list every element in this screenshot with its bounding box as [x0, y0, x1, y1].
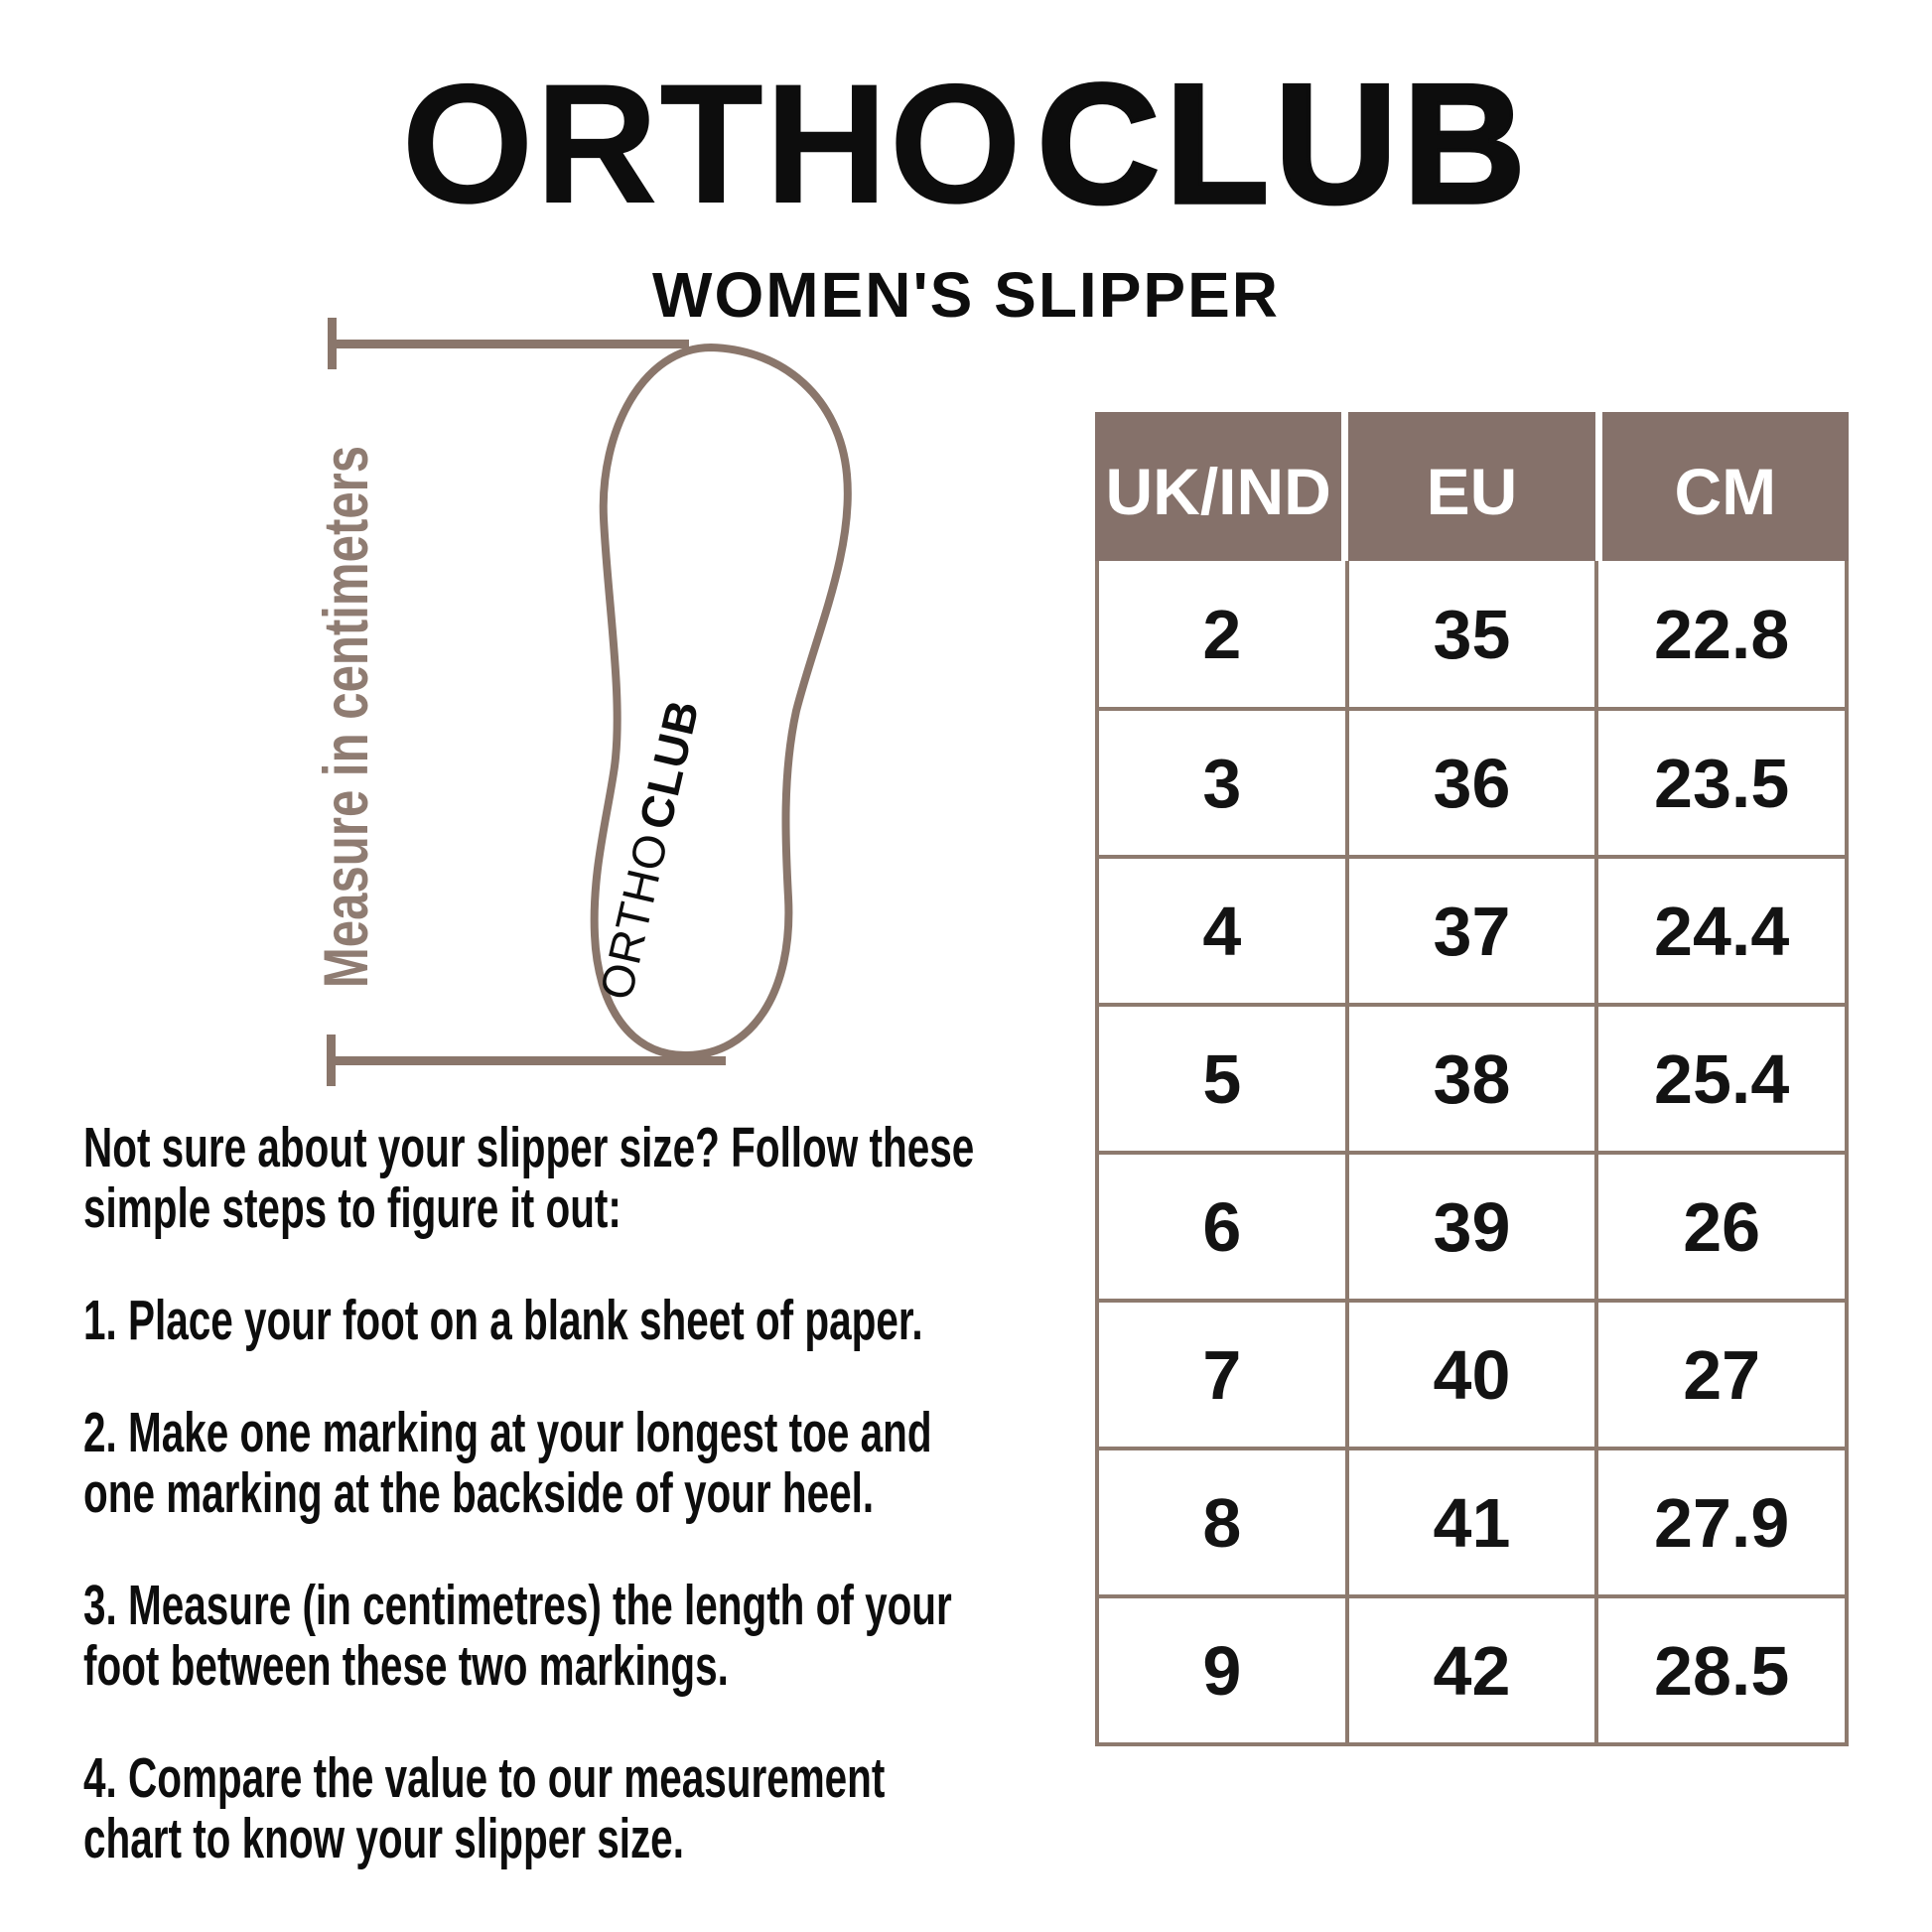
table-cell: 3 — [1097, 709, 1347, 857]
size-table-header-eu: EU — [1348, 412, 1594, 561]
brand-name-regular: ORTHO — [401, 49, 1024, 239]
size-table-header-row — [1095, 412, 1849, 561]
size-table — [1095, 412, 1849, 1746]
instruction-step-2 — [83, 1403, 1141, 1524]
size-table-header-cm: CM — [1602, 412, 1849, 561]
table-row — [1097, 709, 1847, 857]
instruction-step-line: 1. Place your foot on a blank sheet of paper. — [83, 1289, 923, 1352]
table-cell: 42 — [1347, 1596, 1597, 1744]
table-cell: 4 — [1097, 857, 1347, 1005]
instruction-step-line: chart to know your slipper size. — [83, 1807, 684, 1870]
page-subtitle: WOMEN'S SLIPPER — [652, 258, 1280, 331]
table-cell: 7 — [1097, 1301, 1347, 1449]
table-cell: 8 — [1097, 1449, 1347, 1596]
instruction-step-line: 3. Measure (in centimetres) the length of your — [83, 1574, 952, 1637]
instruction-step-1 — [83, 1291, 1141, 1351]
table-cell: 41 — [1347, 1449, 1597, 1596]
instruction-step-line: 4. Compare the value to our measurement — [83, 1746, 886, 1810]
table-cell: 36 — [1347, 709, 1597, 857]
instructions-intro-line: Not sure about your slipper size? Follow these — [83, 1116, 975, 1179]
instruction-step-line: 2. Make one marking at your longest toe and — [83, 1401, 932, 1464]
table-cell: 27 — [1596, 1301, 1847, 1449]
table-cell: 23.5 — [1596, 709, 1847, 857]
instruction-step-line: foot between these two markings. — [83, 1634, 729, 1698]
size-table-body — [1095, 561, 1849, 1746]
table-row — [1097, 1301, 1847, 1449]
ruler-top-line — [332, 340, 689, 348]
table-cell: 24.4 — [1596, 857, 1847, 1005]
table-row — [1097, 1005, 1847, 1153]
instruction-step-line: one marking at the backside of your heel. — [83, 1461, 875, 1525]
insole-brand-bold: CLUB — [628, 694, 709, 834]
table-cell: 2 — [1097, 561, 1347, 709]
brand-name-bold: CLUB — [1036, 49, 1531, 239]
table-cell: 6 — [1097, 1153, 1347, 1301]
ruler-bottom-line — [331, 1056, 726, 1065]
table-row — [1097, 1449, 1847, 1596]
table-row — [1097, 561, 1847, 709]
table-row — [1097, 857, 1847, 1005]
table-cell: 9 — [1097, 1596, 1347, 1744]
measure-in-centimeters-label: Measure in centimeters — [312, 445, 381, 989]
table-row — [1097, 1596, 1847, 1744]
table-cell: 22.8 — [1596, 561, 1847, 709]
table-cell: 40 — [1347, 1301, 1597, 1449]
table-cell: 26 — [1596, 1153, 1847, 1301]
instruction-step-4 — [83, 1748, 1141, 1869]
insole-brand-regular: ORTHO — [589, 827, 678, 1005]
table-cell: 35 — [1347, 561, 1597, 709]
instructions-intro-line: simple steps to figure it out: — [83, 1176, 621, 1240]
table-cell: 27.9 — [1596, 1449, 1847, 1596]
table-cell: 38 — [1347, 1005, 1597, 1153]
instructions-intro — [83, 1118, 1141, 1239]
size-table-header-uk-ind: UK/IND — [1095, 412, 1341, 561]
table-cell: 5 — [1097, 1005, 1347, 1153]
table-cell: 25.4 — [1596, 1005, 1847, 1153]
table-cell: 37 — [1347, 857, 1597, 1005]
table-cell: 39 — [1347, 1153, 1597, 1301]
table-row — [1097, 1153, 1847, 1301]
sizing-instructions — [83, 1118, 1141, 1869]
table-cell: 28.5 — [1596, 1596, 1847, 1744]
instruction-step-3 — [83, 1576, 1141, 1697]
